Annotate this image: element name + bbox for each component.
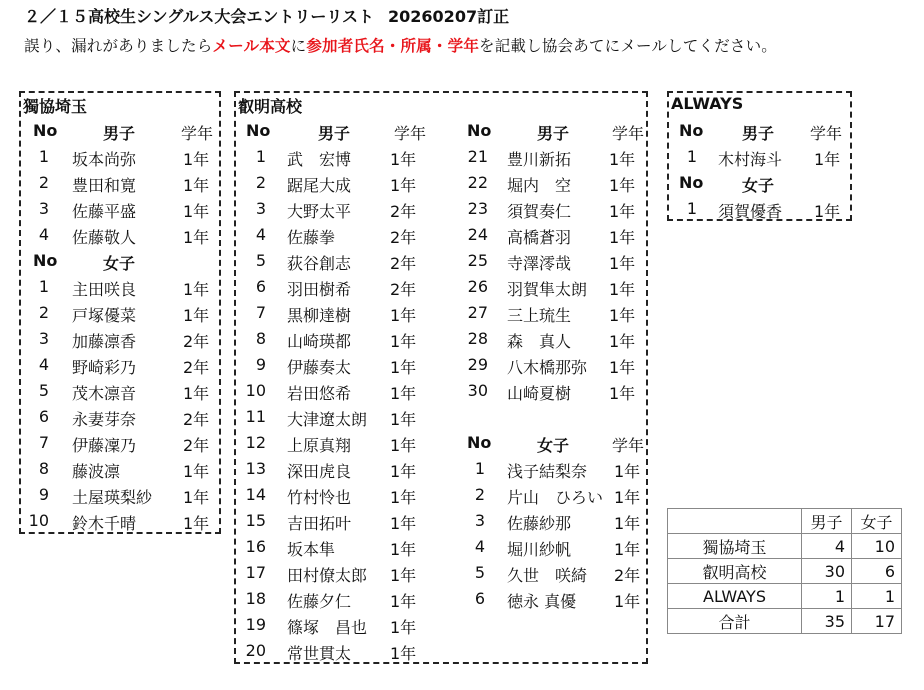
- player-name: 岩田悠希: [287, 384, 352, 403]
- notice-post: を記載し協会あてにメールしてください。: [479, 37, 778, 55]
- column-header-no: No: [33, 251, 58, 270]
- entry-number: 7: [255, 303, 266, 322]
- column-header-female: 女子: [742, 176, 775, 195]
- summary-school-label: 獨協埼玉: [668, 534, 802, 559]
- player-grade: 2年: [183, 436, 210, 455]
- school-name: 叡明高校: [238, 97, 303, 116]
- school-box-always: [667, 91, 852, 221]
- player-name: 徳永 真優: [507, 592, 577, 611]
- player-grade: 1年: [390, 488, 417, 507]
- player-grade: 2年: [390, 280, 417, 299]
- column-header-no: No: [679, 121, 704, 140]
- summary-male-count: 30: [802, 559, 852, 584]
- entry-number: 4: [38, 355, 49, 374]
- column-header-grade: 学年: [181, 124, 214, 143]
- player-name: 永妻芽奈: [72, 410, 137, 429]
- player-name: 坂本尚弥: [72, 150, 137, 169]
- entry-number: 20: [245, 641, 266, 660]
- player-name: 坂本隼: [287, 540, 336, 559]
- player-grade: 1年: [609, 358, 636, 377]
- player-grade: 1年: [814, 202, 841, 221]
- school-box-eimei: [234, 91, 648, 664]
- player-name: 羽賀隼太朗: [507, 280, 588, 299]
- entry-number: 29: [467, 355, 488, 374]
- player-name: 藤波凛: [72, 462, 121, 481]
- player-grade: 1年: [390, 540, 417, 559]
- column-header-male: 男子: [537, 124, 570, 143]
- summary-column-header: 男子: [802, 509, 852, 534]
- player-name: 深田虎良: [287, 462, 352, 481]
- player-name: 上原真翔: [287, 436, 352, 455]
- player-grade: 1年: [390, 176, 417, 195]
- notice-highlight-required-info: 参加者氏名・所属・学年: [306, 37, 480, 55]
- summary-female-count: 10: [852, 534, 902, 559]
- player-grade: 2年: [183, 332, 210, 351]
- entry-number: 10: [245, 381, 266, 400]
- player-grade: 1年: [614, 514, 641, 533]
- entry-number: 5: [38, 381, 49, 400]
- entry-number: 13: [245, 459, 266, 478]
- summary-female-count: 17: [852, 609, 902, 634]
- entry-number: 18: [245, 589, 266, 608]
- player-name: 久世 咲綺: [507, 566, 588, 585]
- player-grade: 1年: [609, 384, 636, 403]
- entry-number: 5: [474, 563, 485, 582]
- entry-number: 2: [38, 303, 49, 322]
- entry-number: 24: [467, 225, 488, 244]
- summary-row: [668, 584, 902, 609]
- player-grade: 1年: [609, 332, 636, 351]
- summary-male-count: 1: [802, 584, 852, 609]
- player-name: 片山 ひろい: [507, 488, 604, 507]
- player-grade: 2年: [390, 254, 417, 273]
- summary-female-count: 6: [852, 559, 902, 584]
- player-grade: 1年: [609, 228, 636, 247]
- player-grade: 1年: [183, 514, 210, 533]
- player-name: 竹村怜也: [287, 488, 352, 507]
- entry-number: 2: [474, 485, 485, 504]
- player-name: 三上琉生: [507, 306, 572, 325]
- player-name: 鈴木千晴: [72, 514, 137, 533]
- player-name: 寺澤澪哉: [507, 254, 572, 273]
- player-name: 常世貫太: [287, 644, 352, 663]
- entry-number: 26: [467, 277, 488, 296]
- summary-male-count: 35: [802, 609, 852, 634]
- player-name: 伊藤奏太: [287, 358, 352, 377]
- player-name: 木村海斗: [718, 150, 783, 169]
- player-grade: 1年: [390, 592, 417, 611]
- summary-table: [667, 508, 902, 634]
- player-grade: 1年: [183, 202, 210, 221]
- player-grade: 1年: [609, 280, 636, 299]
- player-grade: 1年: [390, 618, 417, 637]
- player-name: 須賀奏仁: [507, 202, 572, 221]
- player-name: 佐藤拳: [287, 228, 336, 247]
- player-grade: 2年: [614, 566, 641, 585]
- column-header-no: No: [33, 121, 58, 140]
- player-name: 土屋瑛梨紗: [72, 488, 153, 507]
- player-grade: 1年: [609, 150, 636, 169]
- player-name: 高橋蒼羽: [507, 228, 572, 247]
- player-name: 佐藤紗那: [507, 514, 572, 533]
- player-grade: 1年: [609, 176, 636, 195]
- player-name: 荻谷創志: [287, 254, 352, 273]
- player-grade: 1年: [609, 202, 636, 221]
- entry-number: 15: [245, 511, 266, 530]
- entry-number: 11: [245, 407, 266, 426]
- player-grade: 1年: [609, 254, 636, 273]
- column-header-no: No: [467, 121, 492, 140]
- player-grade: 1年: [390, 384, 417, 403]
- player-grade: 1年: [183, 228, 210, 247]
- entry-number: 3: [38, 329, 49, 348]
- player-name: 堀内 空: [507, 176, 572, 195]
- notice-pre: 誤り、漏れがありましたら: [24, 37, 213, 55]
- summary-male-count: 4: [802, 534, 852, 559]
- column-header-female: 女子: [537, 436, 570, 455]
- player-name: 篠塚 昌也: [287, 618, 368, 637]
- player-name: 豊川新拓: [507, 150, 572, 169]
- entry-number: 7: [38, 433, 49, 452]
- player-grade: 1年: [614, 592, 641, 611]
- player-grade: 1年: [183, 306, 210, 325]
- entry-number: 14: [245, 485, 266, 504]
- player-grade: 1年: [609, 306, 636, 325]
- column-header-no: No: [246, 121, 271, 140]
- entry-number: 3: [38, 199, 49, 218]
- entry-number: 28: [467, 329, 488, 348]
- player-grade: 2年: [390, 202, 417, 221]
- entry-number: 5: [255, 251, 266, 270]
- summary-school-label: 合計: [668, 609, 802, 634]
- player-name: 黒柳達樹: [287, 306, 352, 325]
- entry-number: 9: [255, 355, 266, 374]
- entry-number: 2: [38, 173, 49, 192]
- player-name: 山崎瑛都: [287, 332, 352, 351]
- player-grade: 1年: [390, 358, 417, 377]
- entry-number: 6: [38, 407, 49, 426]
- player-grade: 1年: [390, 462, 417, 481]
- entry-number: 1: [686, 147, 697, 166]
- player-name: 大野太平: [287, 202, 352, 221]
- entry-number: 1: [474, 459, 485, 478]
- player-name: 山崎夏樹: [507, 384, 572, 403]
- school-box-dokkyo: [19, 91, 221, 534]
- player-grade: 1年: [183, 384, 210, 403]
- player-name: 大津遼太朗: [287, 410, 368, 429]
- summary-row: [668, 559, 902, 584]
- entry-number: 9: [38, 485, 49, 504]
- player-name: 八木橋那弥: [507, 358, 588, 377]
- player-name: 戸塚優菜: [72, 306, 137, 325]
- player-name: 豊田和寛: [72, 176, 137, 195]
- entry-number: 4: [474, 537, 485, 556]
- entry-number: 6: [255, 277, 266, 296]
- column-header-male: 男子: [318, 124, 351, 143]
- column-header-no: No: [679, 173, 704, 192]
- player-grade: 1年: [390, 150, 417, 169]
- player-grade: 1年: [390, 306, 417, 325]
- column-header-male: 男子: [103, 124, 136, 143]
- player-name: 佐藤夕仁: [287, 592, 352, 611]
- player-grade: 1年: [183, 488, 210, 507]
- entry-number: 6: [474, 589, 485, 608]
- notice-mid: に: [290, 37, 307, 55]
- entry-number: 3: [474, 511, 485, 530]
- entry-number: 8: [38, 459, 49, 478]
- column-header-grade: 学年: [810, 124, 843, 143]
- summary-header-row: [668, 509, 902, 534]
- entry-number: 1: [686, 199, 697, 218]
- player-name: 吉田拓叶: [287, 514, 352, 533]
- page-title: [24, 4, 509, 27]
- player-grade: 1年: [390, 332, 417, 351]
- column-header-grade: 学年: [612, 124, 645, 143]
- entry-number: 21: [467, 147, 488, 166]
- entry-number: 1: [38, 147, 49, 166]
- player-grade: 1年: [614, 540, 641, 559]
- entry-number: 4: [38, 225, 49, 244]
- player-name: 須賀優香: [718, 202, 783, 221]
- player-name: 伊藤凜乃: [72, 436, 137, 455]
- column-header-female: 女子: [103, 254, 136, 273]
- summary-female-count: 1: [852, 584, 902, 609]
- player-grade: 2年: [183, 410, 210, 429]
- entry-number: 12: [245, 433, 266, 452]
- player-name: 浅子結梨奈: [507, 462, 588, 481]
- player-name: 主田咲良: [72, 280, 137, 299]
- entry-number: 1: [255, 147, 266, 166]
- entry-number: 23: [467, 199, 488, 218]
- entry-number: 1: [38, 277, 49, 296]
- entry-number: 8: [255, 329, 266, 348]
- column-header-grade: 学年: [612, 436, 645, 455]
- player-name: 田村僚太郎: [287, 566, 368, 585]
- entry-number: 3: [255, 199, 266, 218]
- summary-row: [668, 609, 902, 634]
- player-grade: 1年: [390, 644, 417, 663]
- player-grade: 2年: [183, 358, 210, 377]
- school-name: 獨協埼玉: [23, 97, 88, 116]
- summary-school-label: 叡明高校: [668, 559, 802, 584]
- player-grade: 1年: [390, 566, 417, 585]
- entry-number: 19: [245, 615, 266, 634]
- player-name: 茂木凛音: [72, 384, 137, 403]
- summary-row: [668, 534, 902, 559]
- notice-highlight-mail-body: メール本文: [212, 37, 291, 55]
- summary-corner: [668, 509, 802, 534]
- entry-number: 4: [255, 225, 266, 244]
- entry-number: 2: [255, 173, 266, 192]
- player-name: 森 真人: [507, 332, 572, 351]
- player-grade: 1年: [390, 514, 417, 533]
- player-grade: 1年: [183, 280, 210, 299]
- title-text: ２／１５高校生シングルス大会エントリーリスト: [24, 7, 375, 26]
- entry-number: 10: [28, 511, 49, 530]
- column-header-no: No: [467, 433, 492, 452]
- player-name: 武 宏博: [287, 150, 352, 169]
- player-grade: 2年: [390, 228, 417, 247]
- summary-column-header: 女子: [852, 509, 902, 534]
- revision-date: 20260207訂正: [388, 7, 510, 26]
- player-name: 野崎彩乃: [72, 358, 137, 377]
- column-header-grade: 学年: [394, 124, 427, 143]
- player-grade: 1年: [183, 462, 210, 481]
- summary-school-label: ALWAYS: [668, 584, 802, 609]
- entry-number: 16: [245, 537, 266, 556]
- entry-number: 27: [467, 303, 488, 322]
- player-grade: 1年: [183, 176, 210, 195]
- column-header-male: 男子: [742, 124, 775, 143]
- player-name: 佐藤敬人: [72, 228, 137, 247]
- school-name: ALWAYS: [671, 94, 744, 113]
- player-name: 堀川紗帆: [507, 540, 572, 559]
- player-grade: 1年: [390, 436, 417, 455]
- player-grade: 1年: [614, 462, 641, 481]
- player-grade: 1年: [183, 150, 210, 169]
- entry-number: 30: [467, 381, 488, 400]
- player-name: 踞尾大成: [287, 176, 352, 195]
- player-grade: 1年: [614, 488, 641, 507]
- notice-text: [24, 34, 777, 56]
- player-grade: 1年: [390, 410, 417, 429]
- entry-number: 25: [467, 251, 488, 270]
- player-name: 羽田樹希: [287, 280, 352, 299]
- entry-number: 17: [245, 563, 266, 582]
- player-name: 佐藤平盛: [72, 202, 137, 221]
- entry-number: 22: [467, 173, 488, 192]
- player-name: 加藤凛香: [72, 332, 137, 351]
- player-grade: 1年: [814, 150, 841, 169]
